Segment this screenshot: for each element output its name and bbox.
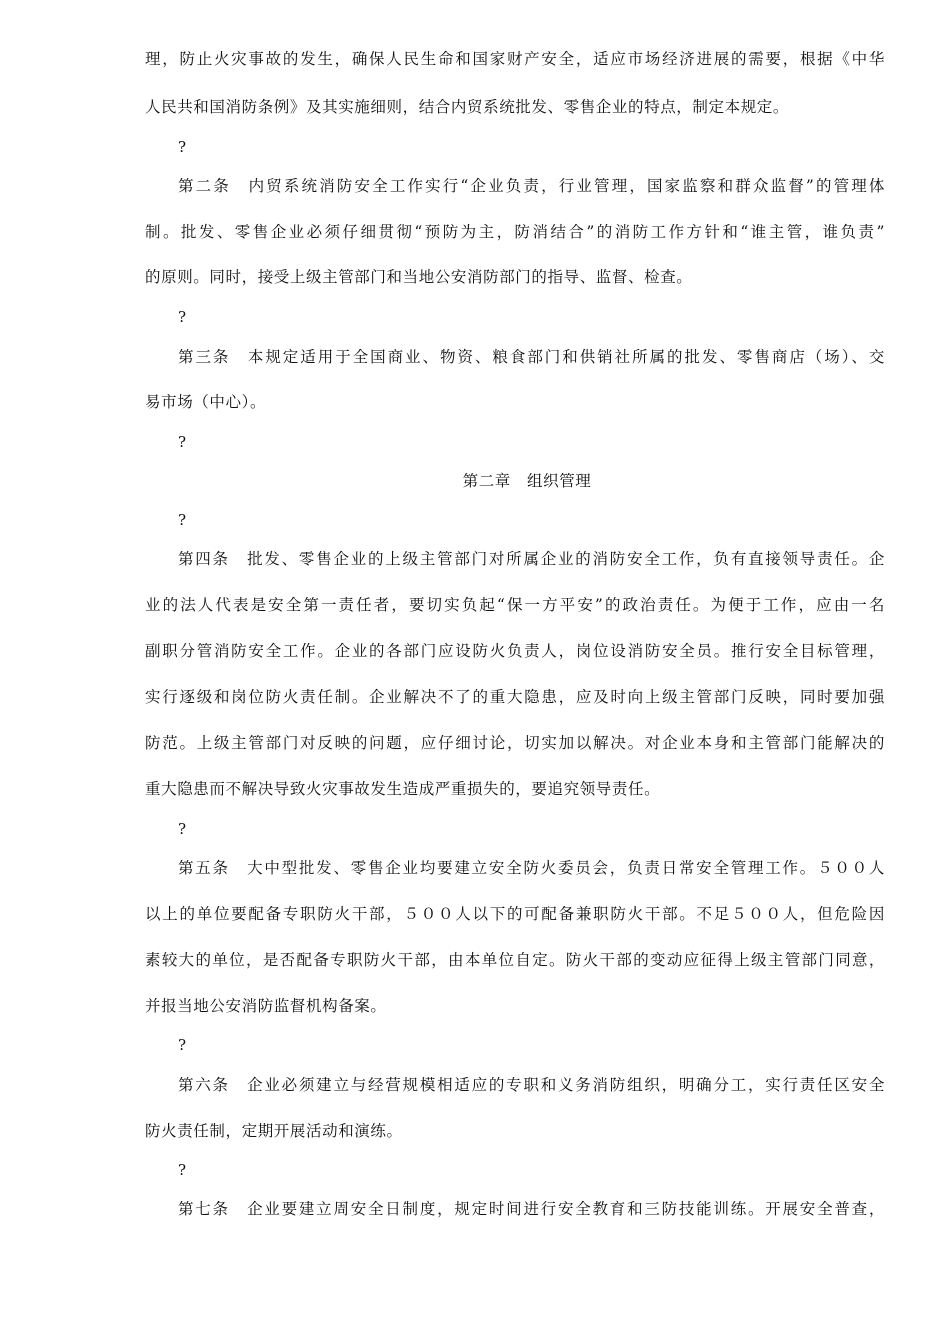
intro-line-1: 理，防止火灾事故的发生，确保人民生命和国家财产安全，适应市场经济进展的需要，根据《中华 [145, 50, 885, 68]
separator-mark: ? [178, 138, 187, 156]
article5-line-2: 以上的单位要配备专职防火干部，５００人以下的可配备兼职防火干部。不足５００人，但危险因 [145, 905, 885, 923]
article4-line-5: 防范。上级主管部门对反映的问题，应仔细讨论，切实加以解决。对企业本身和主管部门能解决的 [145, 734, 885, 752]
article4-line-3: 副职分管消防安全工作。企业的各部门应设防火负责人，岗位设消防安全员。推行安全目标管理， [145, 642, 885, 660]
article4-line-6: 重大隐患而不解决导致火灾事故发生造成严重损失的，要追究领导责任。 [145, 780, 661, 798]
chapter-title: 第二章 组织管理 [462, 472, 592, 490]
article6-line-1: 第六条 企业必须建立与经营规模相适应的专职和义务消防组织，明确分工，实行责任区安全 [178, 1076, 885, 1094]
article7-line-1: 第七条 企业要建立周安全日制度，规定时间进行安全教育和三防技能训练。开展安全普查， [178, 1200, 885, 1218]
article4-line-1: 第四条 批发、零售企业的上级主管部门对所属企业的消防安全工作，负有直接领导责任。企 [178, 550, 885, 568]
article5-line-1: 第五条 大中型批发、零售企业均要建立安全防火委员会，负责日常安全管理工作。５００人 [178, 859, 885, 877]
article5-line-4: 并报当地公安消防监督机构备案。 [145, 997, 387, 1015]
article3-line-2: 易市场（中心）。 [145, 393, 267, 411]
separator-mark: ? [178, 433, 187, 451]
article5-line-3: 素较大的单位，是否配备专职防火干部，由本单位自定。防火干部的变动应征得上级主管部门同意， [145, 951, 885, 969]
article2-line-3: 的原则。同时，接受上级主管部门和当地公安消防部门的指导、监督、检查。 [145, 268, 693, 286]
separator-mark: ? [178, 820, 187, 838]
article4-line-2: 业的法人代表是安全第一责任者，要切实负起“保一方平安”的政治责任。为便于工作，应由一名 [145, 596, 885, 614]
article2-line-2: 制。批发、零售企业必须仔细贯彻“预防为主，防消结合”的消防工作方针和“谁主管，谁负责” [145, 223, 885, 241]
article4-line-4: 实行逐级和岗位防火责任制。企业解决不了的重大隐患，应及时向上级主管部门反映，同时要加强 [145, 688, 885, 706]
separator-mark: ? [178, 511, 187, 529]
article3-line-1: 第三条 本规定适用于全国商业、物资、粮食部门和供销社所属的批发、零售商店（场）、交 [178, 348, 885, 366]
separator-mark: ? [178, 308, 187, 326]
article6-line-2: 防火责任制，定期开展活动和演练。 [145, 1122, 403, 1140]
separator-mark: ? [178, 1036, 187, 1054]
intro-line-2: 人民共和国消防条例》及其实施细则，结合内贸系统批发、零售企业的特点，制定本规定。 [145, 98, 790, 116]
separator-mark: ? [178, 1161, 187, 1179]
article2-line-1: 第二条 内贸系统消防安全工作实行“企业负责，行业管理，国家监察和群众监督”的管理体 [178, 177, 885, 195]
